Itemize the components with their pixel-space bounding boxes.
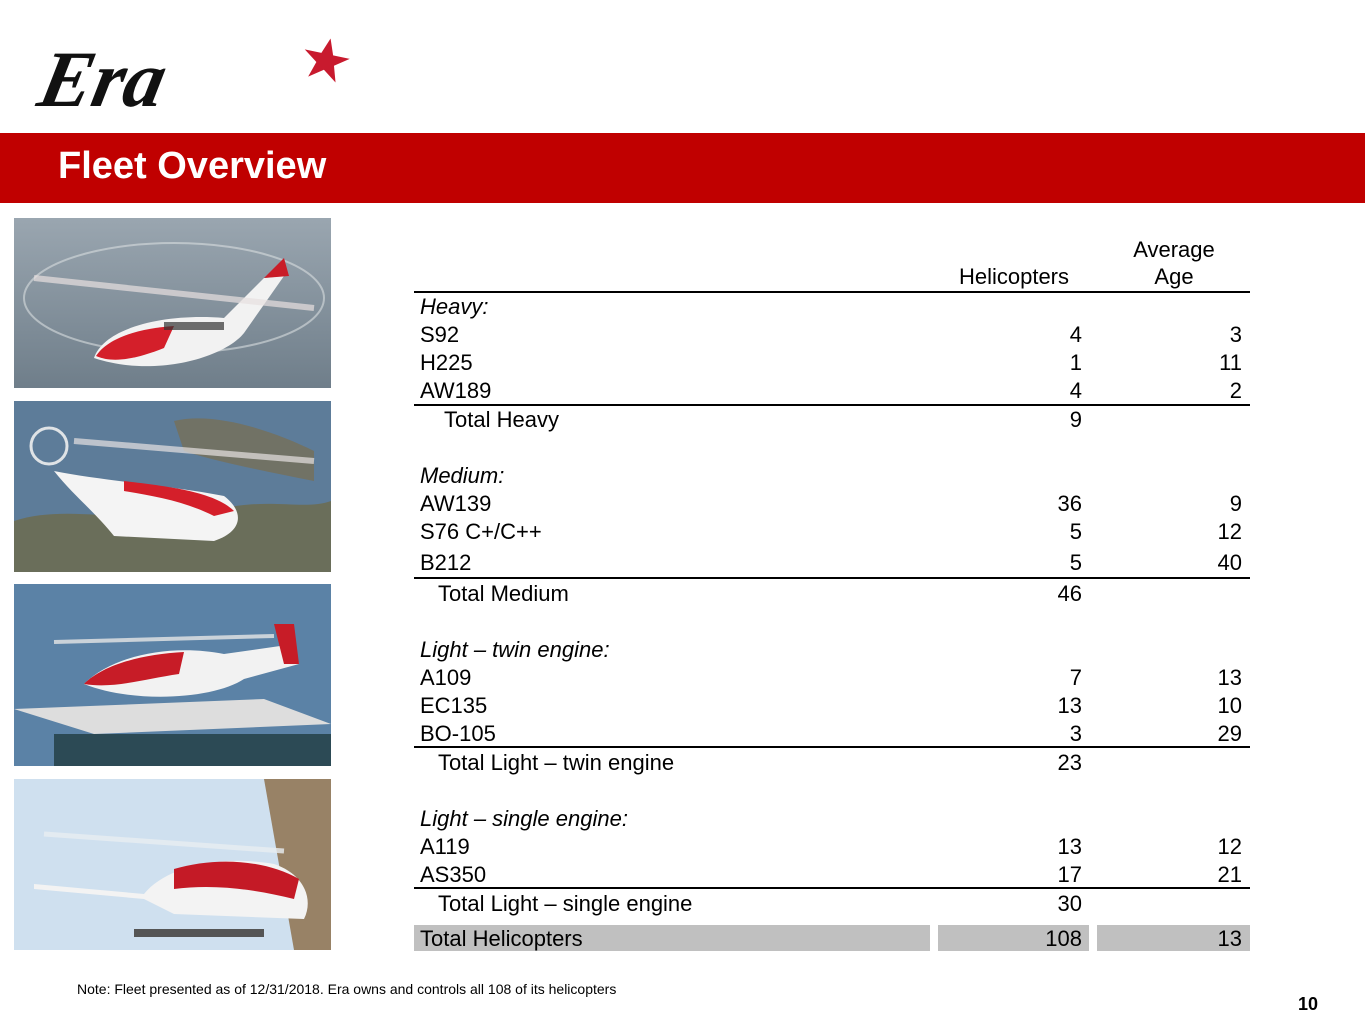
subtotal-rule [414,404,1250,406]
table-row: AW139 36 9 [420,491,1242,516]
header-rule [414,291,1250,293]
subtotal-rule [414,887,1250,889]
total-row-heavy: Total Heavy 9 [444,407,1082,432]
page-title: Fleet Overview [58,145,327,187]
total-row-light-single: Total Light – single engine 30 [438,891,1082,916]
era-logo [31,35,356,124]
helicopter-photo-heavy [14,218,331,388]
footnote: Note: Fleet presented as of 12/31/2018. Era owns and controls all 108 of its helicopters [77,981,617,997]
table-row: S76 C+/C++ 5 12 [420,519,1242,544]
section-heading-light-single: Light – single engine: [420,806,628,831]
table-row: AW189 4 2 [420,378,1242,403]
section-heading-light-twin: Light – twin engine: [420,637,610,662]
star-icon [299,34,353,85]
subtotal-rule [414,746,1250,748]
table-row: S92 4 3 [420,322,1242,347]
title-bar [0,133,1365,203]
column-header-average: Average [1133,237,1215,262]
table-row: A119 13 12 [420,834,1242,859]
total-row-light-twin: Total Light – twin engine 23 [438,750,1082,775]
helicopter-photo-medium [14,401,331,572]
page-number: 10 [1297,994,1318,1014]
subtotal-rule [414,577,1250,579]
section-heading-medium: Medium: [420,463,505,488]
table-row: EC135 13 10 [420,693,1242,718]
column-header-helicopters: Helicopters [958,264,1070,289]
helicopter-photo-light-single [14,779,331,950]
total-row-medium: Total Medium 46 [438,581,1082,606]
table-row: H225 1 11 [420,350,1242,375]
grand-total-row: Total Helicopters 108 13 [420,926,1242,951]
table-row: BO-105 3 29 [420,721,1242,746]
table-row: A109 7 13 [420,665,1242,690]
section-heading-heavy: Heavy: [420,294,489,319]
table-row: B212 5 40 [420,550,1242,575]
column-header-age: Age [1154,264,1194,289]
table-row: AS350 17 21 [420,862,1242,887]
helicopter-photo-light-twin [14,584,331,766]
era-logo-text: Era [31,35,175,124]
